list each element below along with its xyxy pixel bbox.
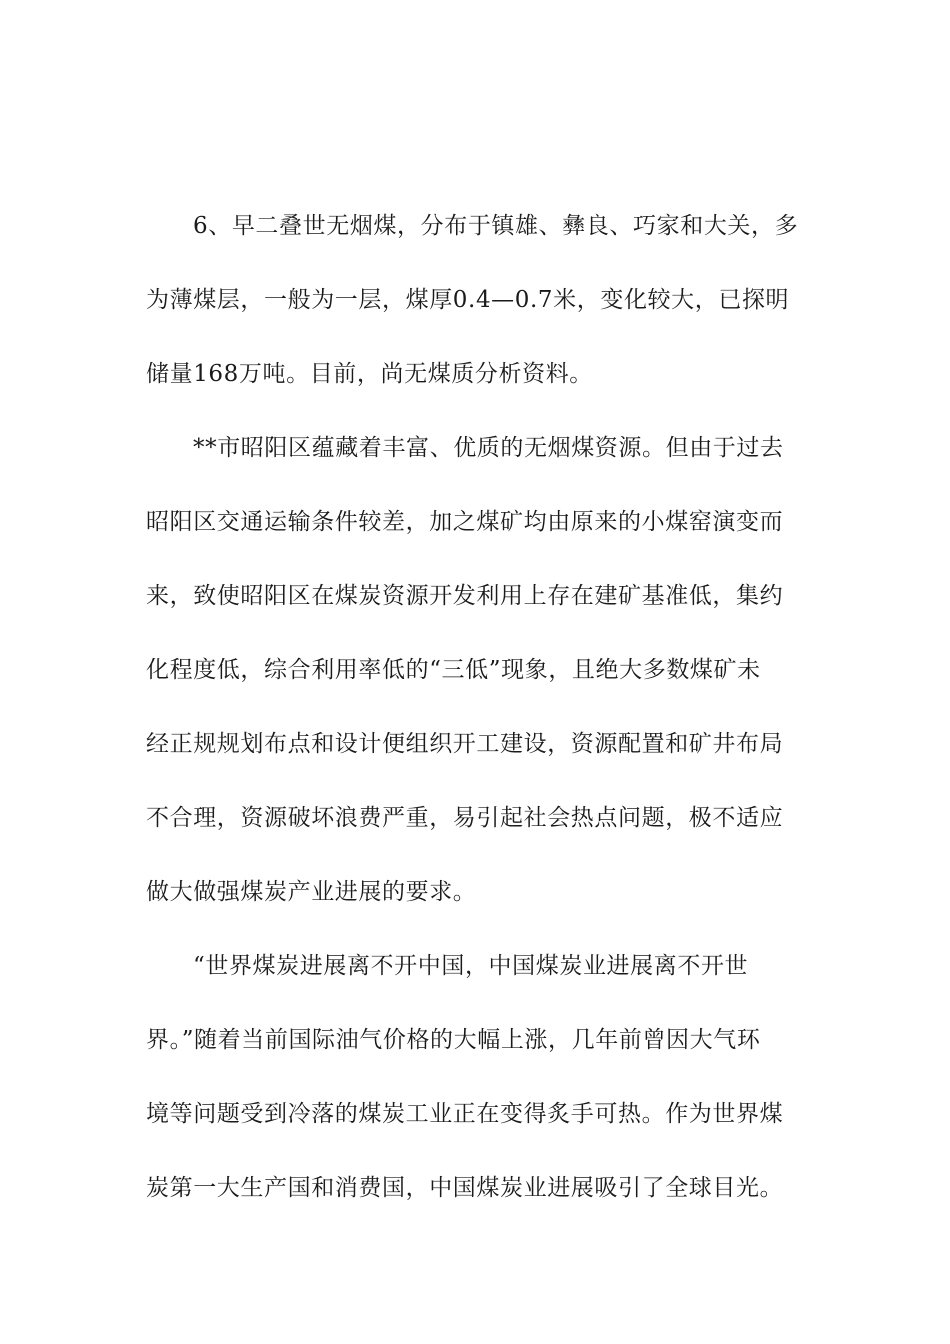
text-line: “世界煤炭进展离不开中国，中国煤炭业进展离不开世 (193, 953, 749, 979)
text-line: 经正规规划布点和设计便组织开工建设，资源配置和矿井布局 (146, 731, 784, 757)
text-line: 境等问题受到冷落的煤炭工业正在变得炙手可热。作为世界煤 (146, 1101, 784, 1127)
text-line: 界。”随着当前国际油气价格的大幅上涨，几年前曾因大气环 (146, 1027, 761, 1053)
text-line: 炭第一大生产国和消费国，中国煤炭业进展吸引了全球目光。 (146, 1175, 784, 1201)
text-line: 不合理，资源破坏浪费严重，易引起社会热点问题，极不适应 (146, 805, 784, 831)
text-line: 为薄煤层，一般为一层，煤厚0.4—0.7米，变化较大，已探明 (146, 287, 790, 313)
text-line: **市昭阳区蕴藏着丰富、优质的无烟煤资源。但由于过去 (193, 435, 784, 461)
text-line: 6、早二叠世无烟煤，分布于镇雄、彝良、巧家和大关，多 (193, 213, 799, 239)
text-line: 化程度低，综合利用率低的“三低”现象，且绝大多数煤矿未 (146, 657, 761, 683)
text-line: 做大做强煤炭产业进展的要求。 (146, 879, 477, 905)
text-line: 储量168万吨。目前，尚无煤质分析资料。 (146, 361, 593, 387)
text-line: 昭阳区交通运输条件较差，加之煤矿均由原来的小煤窑演变而 (146, 509, 784, 535)
text-line: 来，致使昭阳区在煤炭资源开发利用上存在建矿基准低，集约 (146, 583, 784, 609)
